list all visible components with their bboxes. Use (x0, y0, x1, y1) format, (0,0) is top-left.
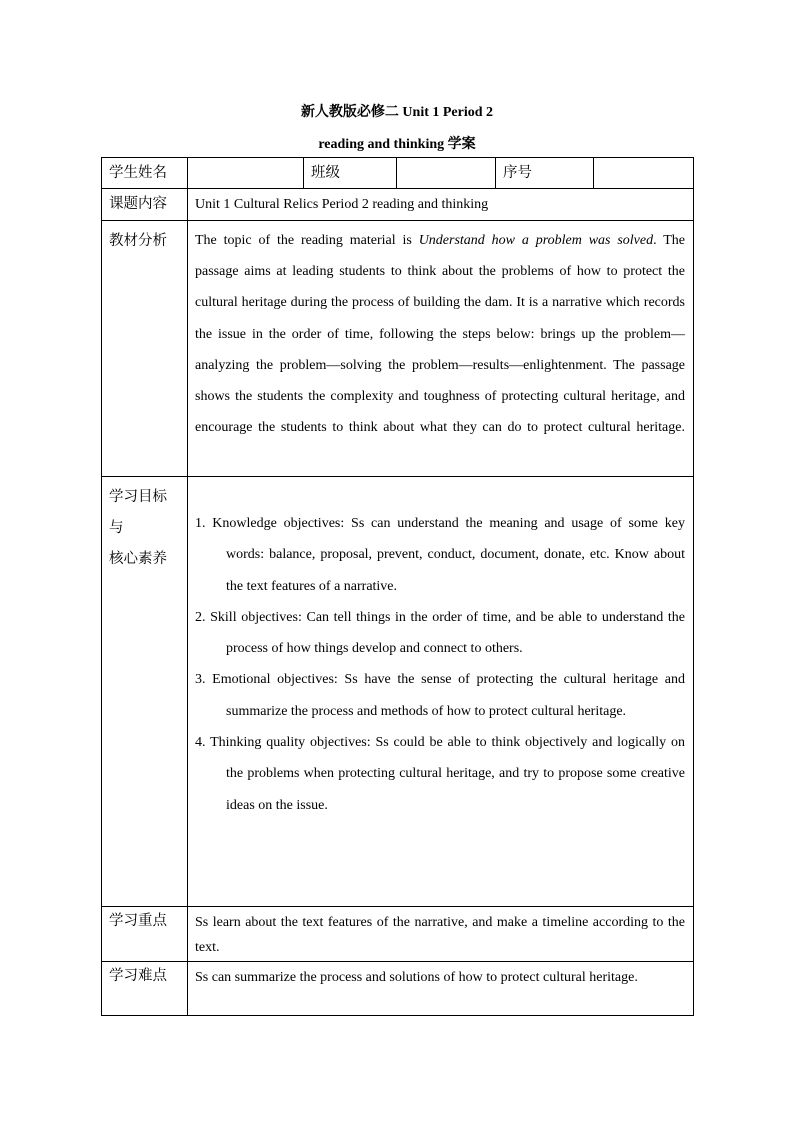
student-name-label: 学生姓名 (102, 158, 188, 189)
key-points-value: Ss learn about the text features of the narrative, and make a timeline according to the text. (188, 907, 694, 962)
class-label: 班级 (304, 158, 397, 189)
study-plan-table (101, 157, 694, 1016)
student-name-field[interactable] (188, 158, 304, 189)
goal-item-emotional: 3. Emotional objectives: Ss have the sense of protecting the cultural heritage and summarize the process and methods of how to protect cultural heritage. (195, 672, 685, 719)
goal-item-thinking: 4. Thinking quality objectives: Ss could be able to think objectively and logically on the problems when protecting cultural heritage, and try to propose some creative ideas on the issue. (195, 735, 685, 813)
analysis-lead: The topic of the reading material is (195, 233, 419, 248)
goals-label-line2: 与 (109, 520, 124, 536)
student-info-row (102, 158, 694, 189)
topic-label: 课题内容 (102, 189, 188, 221)
analysis-paragraph (195, 225, 685, 443)
difficulties-label: 学习难点 (102, 962, 188, 1016)
topic-row (102, 189, 694, 221)
key-points-label: 学习重点 (102, 907, 188, 962)
analysis-label: 教材分析 (102, 221, 188, 477)
page-title: 新人教版必修二 Unit 1 Period 2 (300, 105, 494, 120)
analysis-row (102, 221, 694, 477)
class-field[interactable] (397, 158, 496, 189)
number-label: 序号 (496, 158, 594, 189)
key-points-row (102, 907, 694, 962)
goals-label-line3: 核心素养 (109, 551, 167, 567)
difficulties-value: Ss can summarize the process and solutions of how to protect cultural heritage. (188, 962, 694, 1016)
analysis-text (188, 221, 694, 477)
number-field[interactable] (594, 158, 694, 189)
goals-list (188, 477, 694, 907)
analysis-rest: . The passage aims at leading students to think about the problems of how to protect the cultural heritage during the process of building the dam. It is a narrative which records the issue in the order of time, following the steps below: brings up the problem—analyzing the problem—solving the problem—results—enlightenment. The passage shows the students the complexity and toughness of protecting cultural heritage, and encourage the students to think about what they can do to protect cultural heritage. (195, 233, 685, 436)
page-subtitle: reading and thinking 学案 (318, 137, 476, 152)
goal-item-skill: 2. Skill objectives: Can tell things in the order of time, and be able to understand the process of how things develop and connect to others. (195, 609, 685, 657)
analysis-emphasis: Understand how a problem was solved (418, 233, 654, 248)
goals-row (102, 477, 694, 907)
goals-label (102, 477, 188, 907)
topic-value: Unit 1 Cultural Relics Period 2 reading and thinking (188, 189, 694, 221)
goals-label-line1: 学习目标 (109, 489, 167, 505)
goal-item-knowledge: 1. Knowledge objectives: Ss can understand the meaning and usage of some key words: balance, proposal, prevent, conduct, document, donate, etc. Know about the text features of a narrative. (195, 516, 685, 594)
difficulties-row (102, 962, 694, 1016)
